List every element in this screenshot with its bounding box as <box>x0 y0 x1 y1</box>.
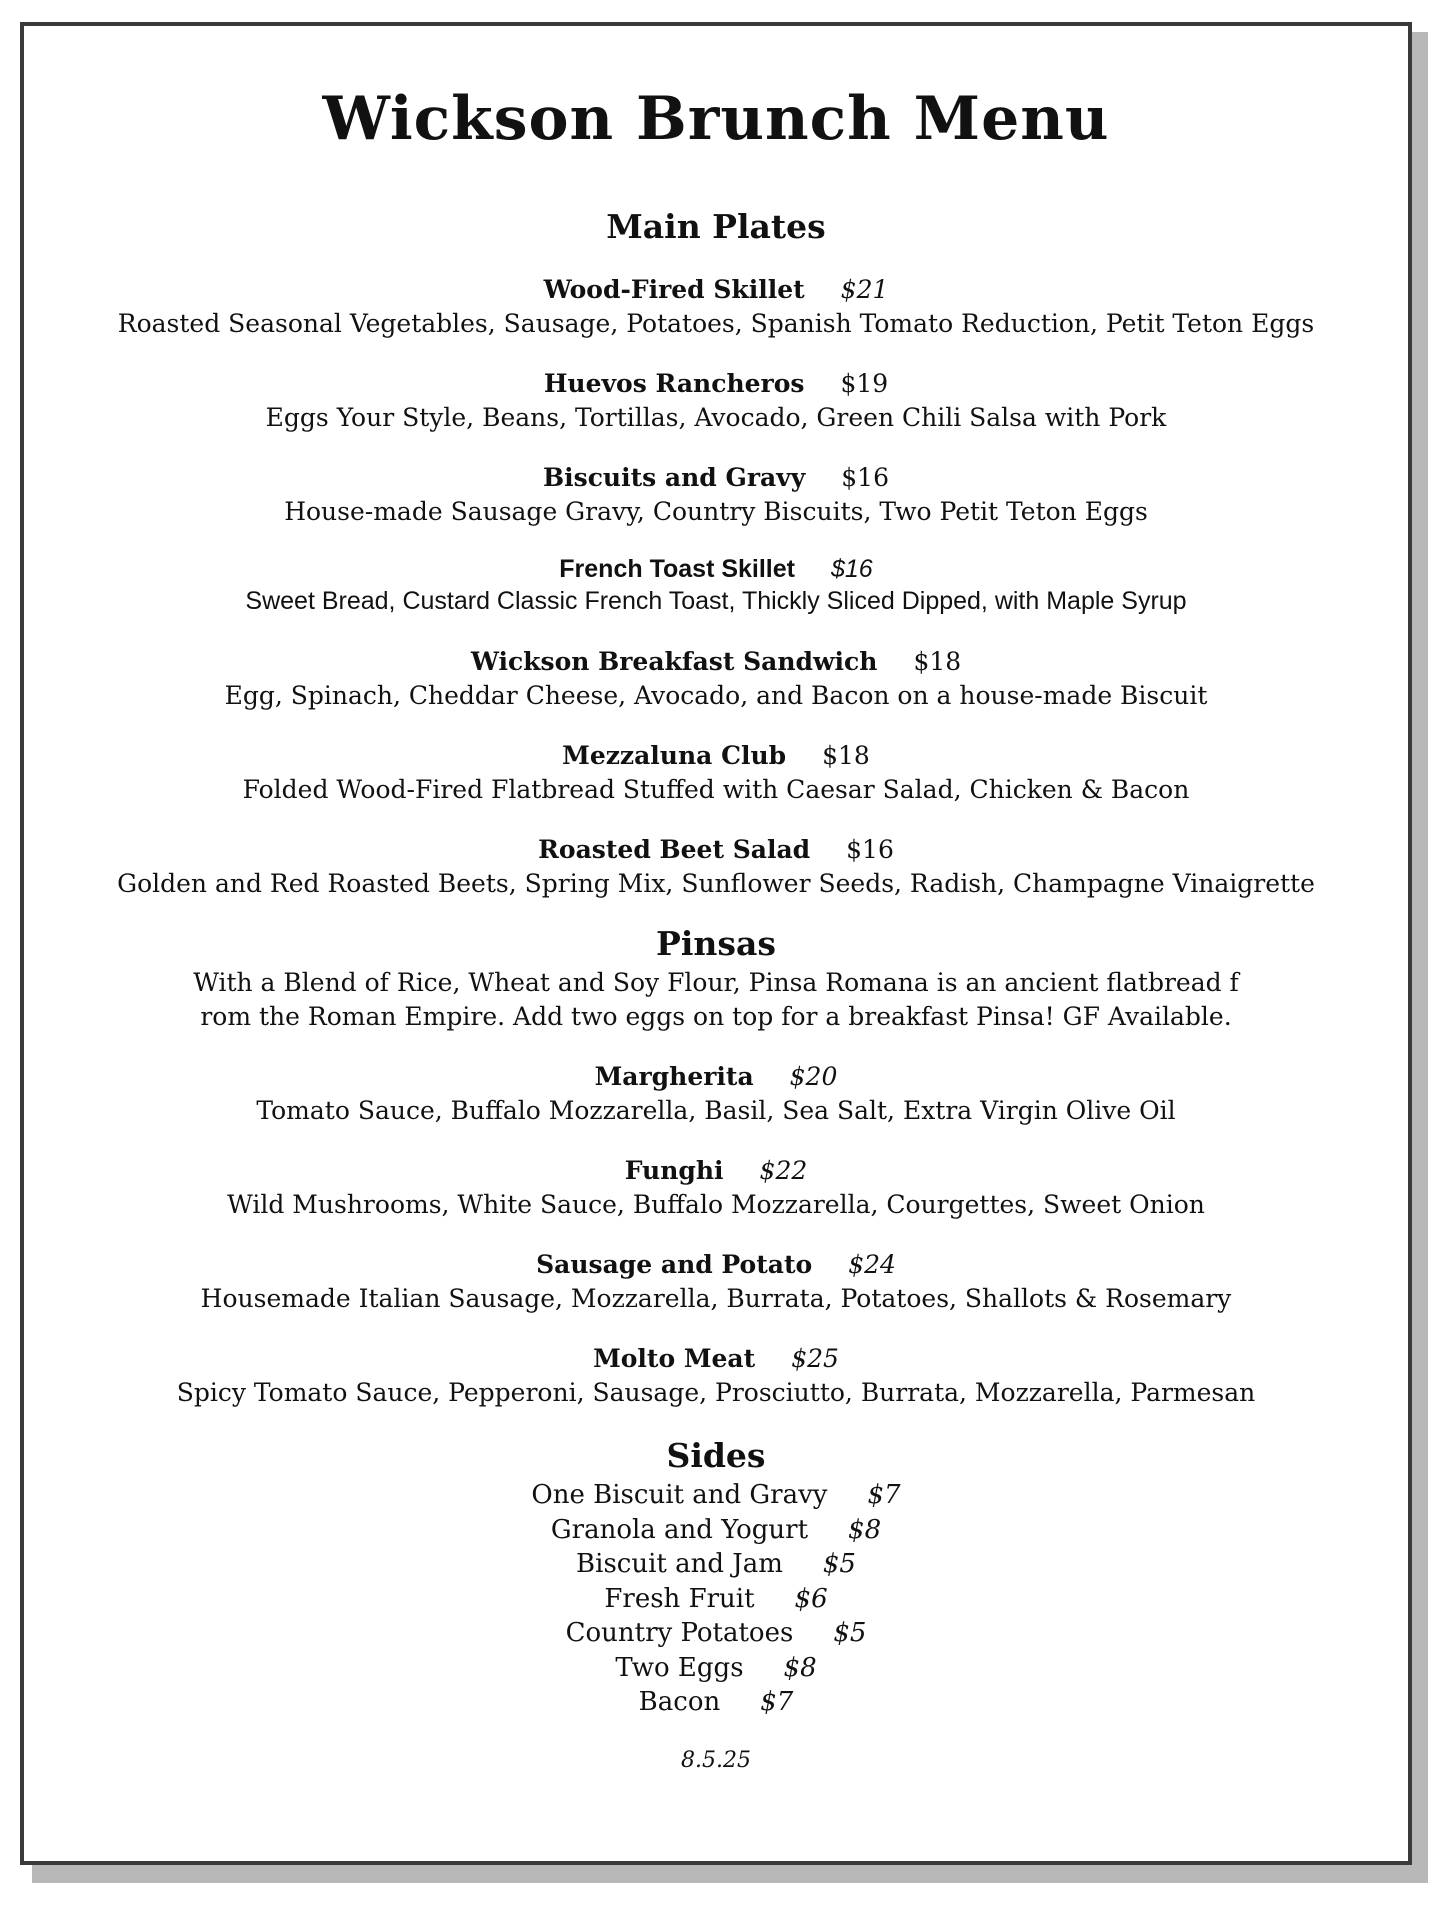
side-name: One Biscuit and Gravy <box>531 1480 828 1510</box>
item-name: Wood-Fired Skillet <box>543 275 805 304</box>
item-name: Wickson Breakfast Sandwich <box>470 647 878 676</box>
item-price: $21 <box>840 275 889 304</box>
side-name: Granola and Yogurt <box>550 1514 809 1545</box>
item-name: Sausage and Potato <box>536 1250 813 1279</box>
item-name: French Toast Skillet <box>559 555 795 583</box>
menu-item-heading <box>24 274 1408 306</box>
pinsas-intro-line: rom the Roman Empire. Add two eggs on top for a breakfast Pinsa! GF Available. <box>200 1002 1232 1031</box>
item-description: Roasted Seasonal Vegetables, Sausage, Potatoes, Spanish Tomato Reduction, Petit Teton Eggs <box>117 309 1315 338</box>
side-name: Biscuit and Jam <box>576 1549 783 1579</box>
item-price: $16 <box>841 463 889 492</box>
side-item <box>24 1478 1408 1513</box>
pinsas-intro-line: With a Blend of Rice, Wheat and Soy Flour, Pinsa Romana is an ancient flatbread f <box>193 968 1239 997</box>
item-price: $16 <box>831 555 873 583</box>
side-name: Fresh Fruit <box>604 1583 755 1614</box>
item-name: Biscuits and Gravy <box>543 463 806 492</box>
item-description: Egg, Spinach, Cheddar Cheese, Avocado, and Bacon on a house-made Biscuit <box>224 681 1208 710</box>
menu-item-heading <box>24 1249 1408 1281</box>
item-price: $18 <box>822 741 870 770</box>
item-price: $25 <box>791 1344 839 1373</box>
menu-item-heading <box>24 740 1408 772</box>
item-price: $16 <box>846 835 894 864</box>
item-description: Tomato Sauce, Buffalo Mozzarella, Basil, Sea Salt, Extra Virgin Olive Oil <box>256 1096 1176 1125</box>
item-description: Golden and Red Roasted Beets, Spring Mix, Sunflower Seeds, Radish, Champagne Vinaigrette <box>117 869 1315 898</box>
item-description: Sweet Bread, Custard Classic French Toast, Thickly Sliced Dipped, with Maple Syrup <box>245 587 1187 615</box>
item-price: $19 <box>840 369 889 398</box>
item-description: House-made Sausage Gravy, Country Biscuits, Two Petit Teton Eggs <box>284 497 1148 526</box>
sides-heading: Sides <box>666 1436 766 1475</box>
item-description: Eggs Your Style, Beans, Tortillas, Avocado, Green Chili Salsa with Pork <box>265 403 1167 432</box>
item-description: Folded Wood-Fired Flatbread Stuffed with Caesar Salad, Chicken & Bacon <box>242 775 1190 804</box>
item-name: Margherita <box>594 1062 754 1091</box>
item-name: Funghi <box>624 1156 724 1185</box>
item-description: Housemade Italian Sausage, Mozzarella, Burrata, Potatoes, Shallots & Rosemary <box>200 1284 1232 1313</box>
side-name: Bacon <box>638 1687 721 1717</box>
side-item <box>24 1616 1408 1651</box>
item-description: Spicy Tomato Sauce, Pepperoni, Sausage, Prosciutto, Burrata, Mozzarella, Parmesan <box>176 1378 1256 1407</box>
item-price: $20 <box>789 1062 838 1091</box>
pinsas-heading: Pinsas <box>656 924 776 963</box>
side-price: $8 <box>848 1514 882 1545</box>
page-title: Wickson Brunch Menu <box>322 84 1110 154</box>
item-price: $24 <box>848 1250 896 1279</box>
item-description: Wild Mushrooms, White Sauce, Buffalo Mozzarella, Courgettes, Sweet Onion <box>227 1190 1205 1219</box>
side-name: Two Eggs <box>615 1652 744 1683</box>
item-name: Mezzaluna Club <box>562 741 787 770</box>
item-name: Huevos Rancheros <box>543 369 805 398</box>
menu-item-heading <box>24 1343 1408 1375</box>
side-item <box>24 1582 1408 1617</box>
side-name: Country Potatoes <box>565 1618 794 1648</box>
side-price: $5 <box>833 1618 867 1648</box>
side-item <box>24 1651 1408 1686</box>
menu-item-heading <box>24 834 1408 866</box>
item-name: Roasted Beet Salad <box>538 835 811 864</box>
pinsas-intro <box>24 966 1408 1034</box>
sides-list <box>24 1478 1408 1720</box>
side-price: $8 <box>783 1652 817 1683</box>
item-price: $22 <box>759 1156 808 1185</box>
main-plates-heading: Main Plates <box>606 207 826 246</box>
menu-page <box>20 22 1412 1865</box>
side-item <box>24 1685 1408 1720</box>
menu-item-heading <box>24 646 1408 678</box>
side-item <box>24 1547 1408 1582</box>
item-price: $18 <box>913 647 962 676</box>
menu-date: 8.5.25 <box>681 1748 751 1773</box>
item-name: Molto Meat <box>593 1344 756 1373</box>
menu-item-heading <box>24 553 1408 585</box>
menu-item-heading <box>24 462 1408 494</box>
side-price: $5 <box>822 1549 856 1579</box>
side-price: $7 <box>867 1480 901 1510</box>
menu-item-heading <box>24 368 1408 400</box>
side-item <box>24 1513 1408 1548</box>
side-price: $6 <box>794 1583 828 1614</box>
menu-item-heading <box>24 1061 1408 1093</box>
side-price: $7 <box>760 1687 794 1717</box>
menu-item-heading <box>24 1155 1408 1187</box>
